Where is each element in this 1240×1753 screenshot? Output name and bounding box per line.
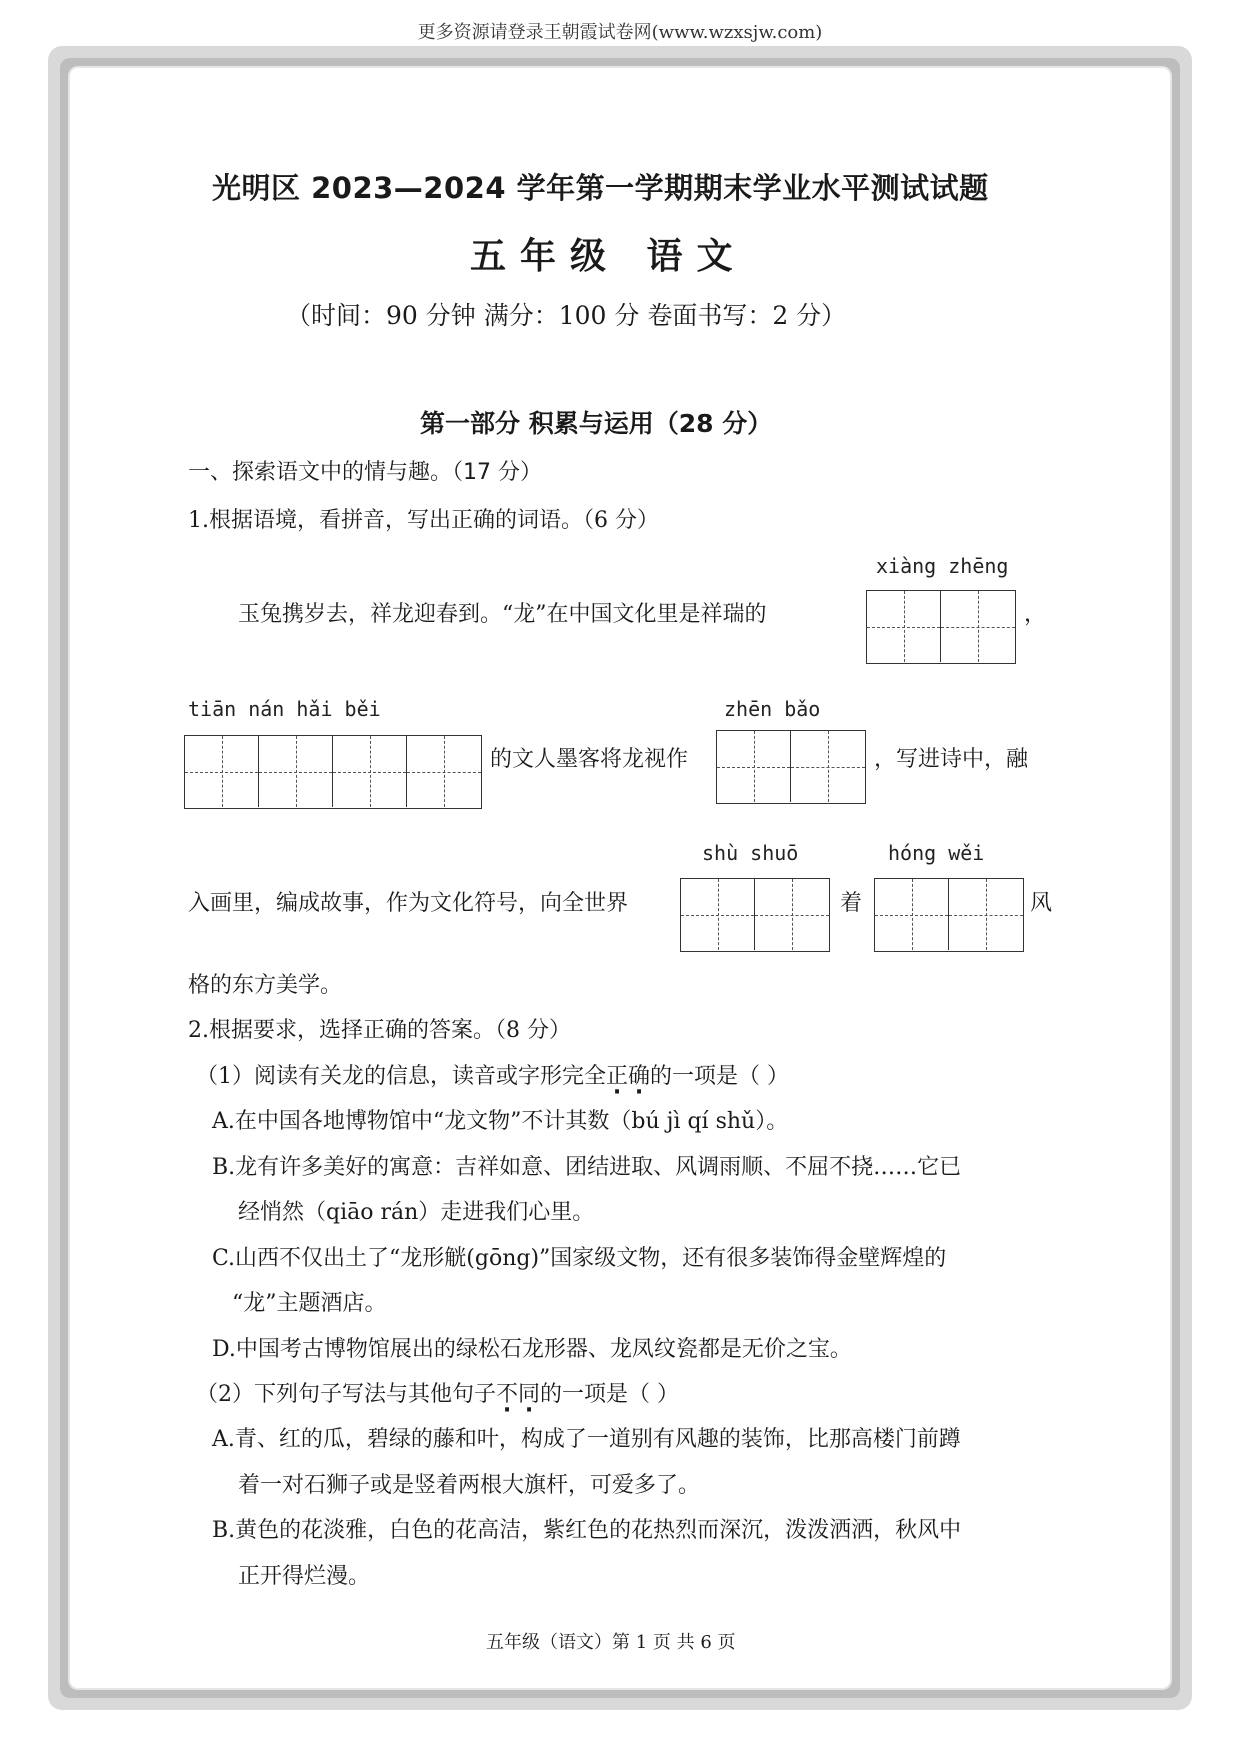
grid-cell[interactable] xyxy=(791,731,865,802)
question-2-stem: 2.根据要求，选择正确的答案。（8 分） xyxy=(188,1018,571,1043)
question-1-stem: 1.根据语境，看拼音，写出正确的词语。（6 分） xyxy=(188,508,659,533)
option-b[interactable]: B.龙有许多美好的寓意：吉祥如意、团结进取、风调雨顺、不屈不挠……它已 xyxy=(212,1155,962,1180)
answer-grid-shushuo[interactable] xyxy=(680,878,830,952)
passage-line-2: 的文人墨客将龙视作 xyxy=(490,747,689,772)
grid-cell[interactable] xyxy=(941,591,1015,662)
option-c-cont: “龙”主题酒店。 xyxy=(232,1291,387,1316)
grid-cell[interactable] xyxy=(949,879,1023,950)
question-2-2-prefix: （2）下列句子写法与其他句子 xyxy=(196,1382,496,1407)
grid-cell[interactable] xyxy=(259,736,333,807)
pinyin-xiangzheng: xiàng zhēng xyxy=(876,554,1009,578)
pinyin-zhenbao: zhēn bǎo xyxy=(724,697,821,721)
pinyin-hongwei: hóng wěi xyxy=(888,841,985,865)
option-b-cont: 经悄然（qiāo rán）走进我们心里。 xyxy=(238,1200,595,1225)
option-c[interactable]: C.山西不仅出土了“龙形觥(gōng)”国家级文物，还有很多装饰得金壁辉煌的 xyxy=(212,1246,947,1271)
passage-line-3c: 风 xyxy=(1030,891,1053,916)
grid-cell[interactable] xyxy=(717,731,791,802)
passage-line-2b: ，写进诗中，融 xyxy=(874,747,1029,772)
passage-line-4: 格的东方美学。 xyxy=(188,973,343,998)
question-2-1-prefix: （1）阅读有关龙的信息，读音或字形完全 xyxy=(196,1064,606,1089)
source-note: 更多资源请登录王朝霞试卷网(www.wzxsjw.com) xyxy=(417,22,823,43)
grid-cell[interactable] xyxy=(867,591,941,662)
emphasis-char: 正 xyxy=(606,1064,629,1089)
answer-grid-zhenbao[interactable] xyxy=(716,730,866,804)
grid-cell[interactable] xyxy=(681,879,755,950)
pinyin-tiannanhaibei: tiān nán hǎi běi xyxy=(188,697,381,721)
passage-comma: ， xyxy=(1024,602,1047,627)
section-heading: 一、探索语文中的情与趣。（17 分） xyxy=(188,460,542,485)
exam-title: 光明区 2023—2024 学年第一学期期末学业水平测试试题 xyxy=(212,171,989,205)
pinyin-shushuo: shù shuō xyxy=(702,841,799,865)
option-b[interactable]: B.黄色的花淡雅，白色的花高洁，紫红色的花热烈而深沉，泼泼洒洒，秋风中 xyxy=(212,1518,962,1543)
option-a[interactable]: A.在中国各地博物馆中“龙文物”不计其数（bú jì qí shǔ）。 xyxy=(212,1109,789,1134)
question-2-2-stem xyxy=(196,1377,679,1408)
passage-line-1: 玉兔携岁去，祥龙迎春到。“龙”在中国文化里是祥瑞的 xyxy=(238,602,767,627)
exam-meta: （时间：90 分钟 满分：100 分 卷面书写：2 分） xyxy=(286,301,847,330)
option-a[interactable]: A.青、红的瓜，碧绿的藤和叶，构成了一道别有风趣的装饰，比那高楼门前蹲 xyxy=(212,1427,961,1452)
passage-line-3b: 着 xyxy=(840,891,863,916)
page-footer: 五年级（语文）第 1 页 共 6 页 xyxy=(486,1632,736,1653)
grid-cell[interactable] xyxy=(407,736,481,807)
grid-cell[interactable] xyxy=(333,736,407,807)
grid-cell[interactable] xyxy=(185,736,259,807)
emphasis-char: 同 xyxy=(518,1382,541,1407)
option-b-cont: 正开得烂漫。 xyxy=(238,1564,371,1589)
emphasis-char: 确 xyxy=(628,1064,651,1089)
answer-grid-tiannanhaibei[interactable] xyxy=(184,735,482,809)
answer-grid-hongwei[interactable] xyxy=(874,878,1024,952)
grid-cell[interactable] xyxy=(755,879,829,950)
answer-grid-xiangzheng[interactable] xyxy=(866,590,1016,664)
exam-subject: 五年级 语文 xyxy=(470,236,747,277)
part-heading: 第一部分 积累与运用（28 分） xyxy=(420,409,773,438)
emphasis-char: 不 xyxy=(496,1382,519,1407)
option-d[interactable]: D.中国考古博物馆展出的绿松石龙形器、龙凤纹瓷都是无价之宝。 xyxy=(212,1337,852,1362)
question-2-2-suffix: 的一项是（ ） xyxy=(540,1382,680,1407)
passage-line-3: 入画里，编成故事，作为文化符号，向全世界 xyxy=(188,891,629,916)
grid-cell[interactable] xyxy=(875,879,949,950)
option-a-cont: 着一对石狮子或是竖着两根大旗杆，可爱多了。 xyxy=(238,1473,701,1498)
question-2-1-suffix: 的一项是（ ） xyxy=(650,1064,790,1089)
question-2-1-stem xyxy=(196,1059,789,1090)
